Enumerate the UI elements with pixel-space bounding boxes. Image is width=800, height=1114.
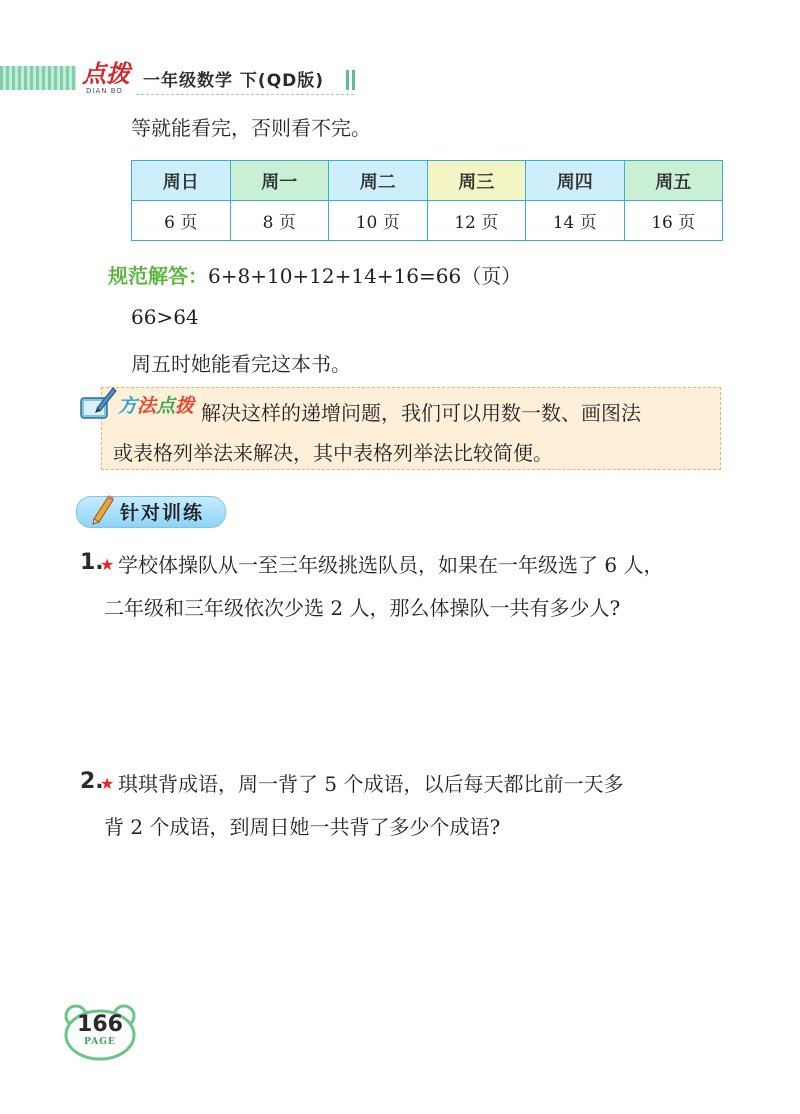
page-number: 166 <box>77 1012 123 1037</box>
header-title: 一年级数学 下(QD版) <box>143 71 325 91</box>
table-header-cell: 周四 <box>526 161 625 201</box>
logo-text: 点拨 <box>82 59 130 88</box>
pencil-icon <box>88 493 116 525</box>
table-cell: 8 页 <box>230 201 329 241</box>
question-1-line-1: 学校体操队从一至三年级挑选队员，如果在一年级选了 6 人， <box>118 553 664 577</box>
answer-conclusion: 周五时她能看完这本书。 <box>131 352 351 376</box>
table-header-cell: 周五 <box>624 161 723 201</box>
table-cell: 12 页 <box>427 201 526 241</box>
answer-label: 规范解答： <box>108 264 208 288</box>
page-word: PAGE <box>84 1037 116 1047</box>
answer-equation: 6+8+10+12+14+16=66（页） <box>208 264 522 288</box>
answer-compare: 66>64 <box>131 305 199 329</box>
star-icon: ★ <box>100 555 115 574</box>
practice-title: 针对训练 <box>120 502 205 524</box>
logo-pinyin: DIAN BO <box>86 87 123 95</box>
tip-line-1: 解决这样的递增问题，我们可以用数一数、画图法 <box>201 401 641 425</box>
method-tip-label <box>118 391 194 418</box>
table-header-row <box>132 161 723 201</box>
table-header-cell: 周三 <box>427 161 526 201</box>
table-cell: 10 页 <box>329 201 428 241</box>
question-2-line-1: 琪琪背成语，周一背了 5 个成语，以后每天都比前一天多 <box>118 772 624 796</box>
table-cell: 14 页 <box>526 201 625 241</box>
table-header-cell: 周一 <box>230 161 329 201</box>
table-row <box>132 201 723 241</box>
intro-line: 等就能看完，否则看不完。 <box>131 116 371 140</box>
table-cell: 6 页 <box>132 201 231 241</box>
table-header-cell: 周二 <box>329 161 428 201</box>
dianbo-logo <box>80 56 136 96</box>
question-1-line-2: 二年级和三年级依次少选 2 人，那么体操队一共有多少人? <box>104 596 621 620</box>
question-1-number: 1. <box>80 550 104 575</box>
pages-table <box>131 160 723 241</box>
pen-tablet-icon <box>77 384 117 424</box>
table-header-cell: 周日 <box>132 161 231 201</box>
answer-line <box>108 260 521 289</box>
tip-label-bo: 拨 <box>175 395 195 417</box>
question-2-line-2: 背 2 个成语，到周日她一共背了多少个成语? <box>104 815 501 839</box>
tip-line-2: 或表格列举法来解决，其中表格列举法比较简便。 <box>113 441 553 465</box>
tip-label-dian: 点 <box>156 395 176 417</box>
question-2-number: 2. <box>80 769 104 794</box>
tip-label-fa: 法 <box>137 395 157 417</box>
header-rule <box>136 94 354 95</box>
header-stripe <box>0 66 76 90</box>
header-bars <box>346 70 366 90</box>
table-cell: 16 页 <box>624 201 723 241</box>
tip-label-fang: 方 <box>118 395 138 417</box>
star-icon: ★ <box>100 774 115 793</box>
